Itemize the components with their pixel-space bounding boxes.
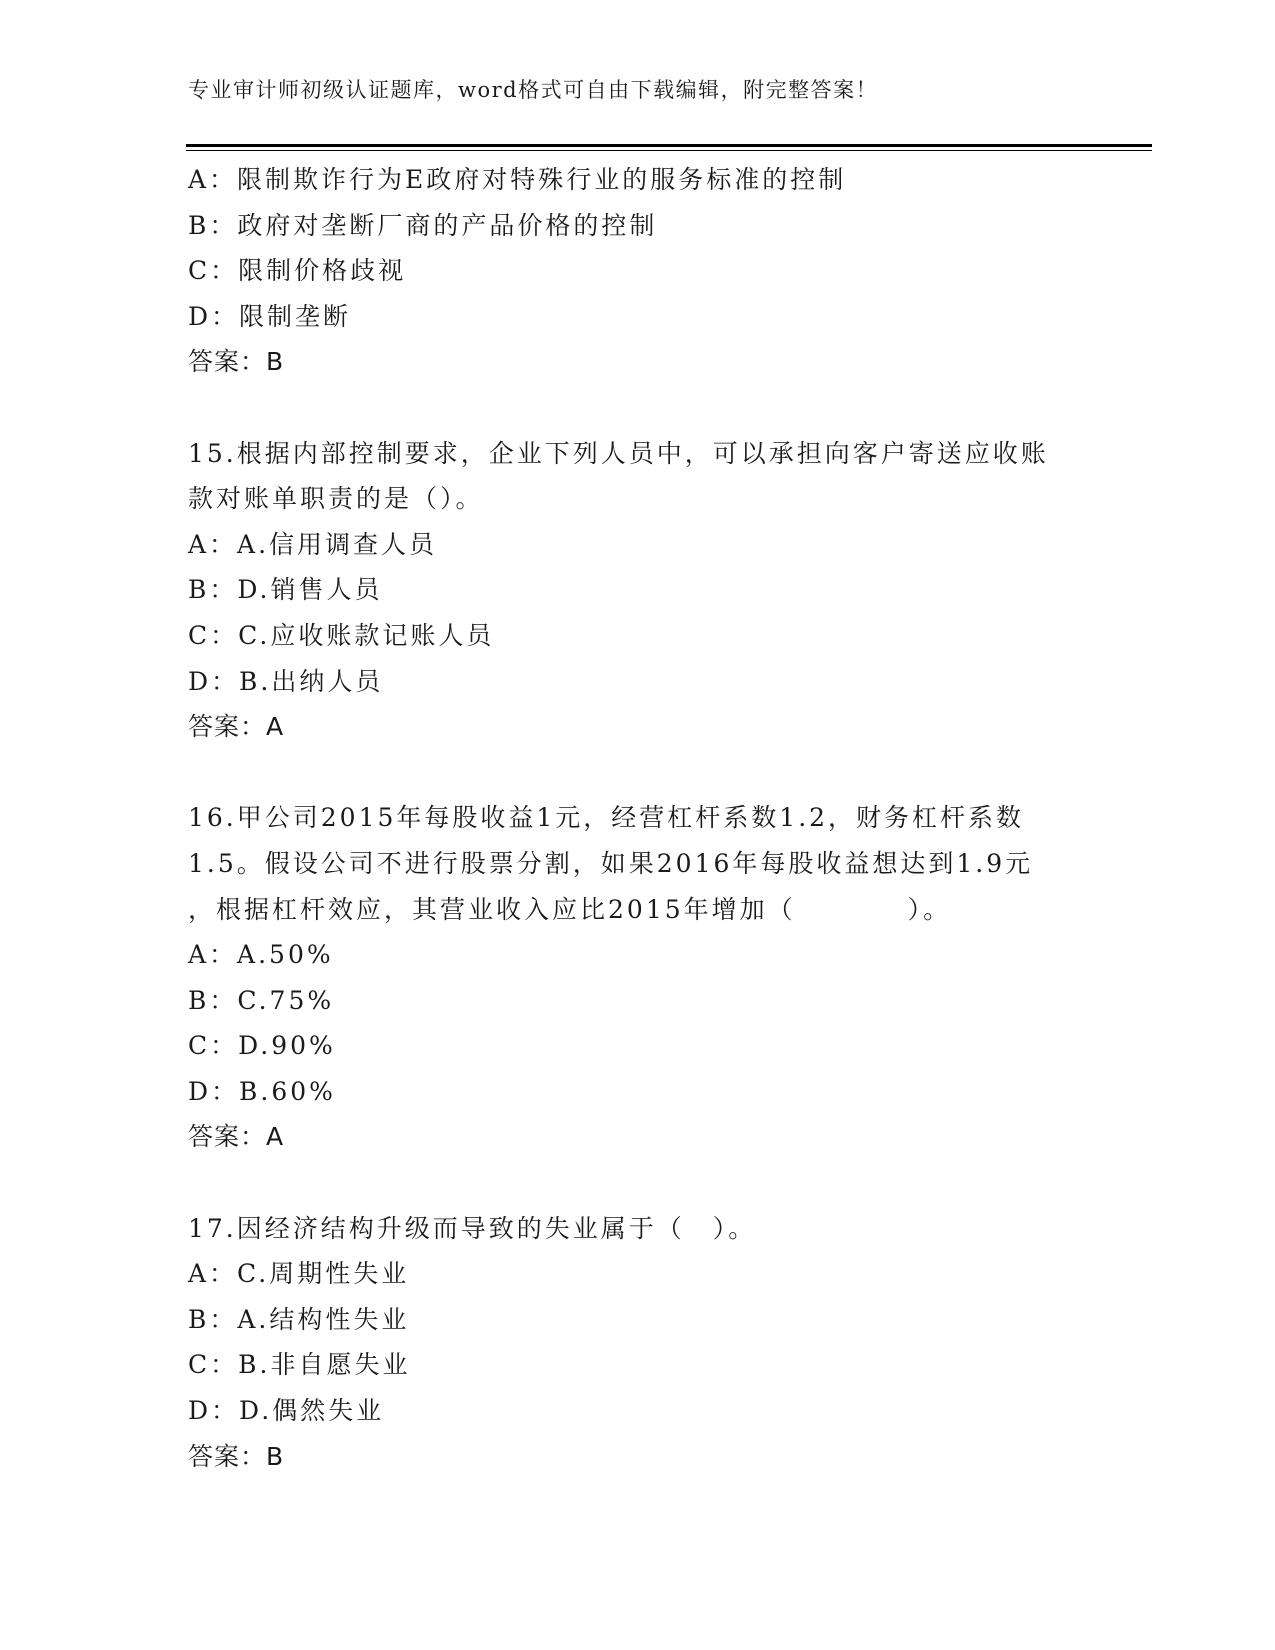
option-d: D：限制垄断 [188, 301, 352, 331]
option-b: B：A.结构性失业 [188, 1304, 410, 1334]
option-b: B：C.75% [188, 985, 335, 1015]
option-b: B：D.销售人员 [188, 575, 383, 605]
question-content [188, 157, 1148, 1479]
question-16-block [188, 795, 1148, 1160]
answer-line: 答案：B [188, 1441, 285, 1471]
header-rule-thick [186, 144, 1152, 147]
question-stem: 17.因经济结构升级而导致的失业属于（ ）。 [188, 1213, 757, 1243]
option-c: C：D.90% [188, 1031, 336, 1061]
option-b: B：政府对垄断厂商的产品价格的控制 [188, 210, 658, 240]
question-stem: ，根据杠杆效应，其营业收入应比2015年增加（ ）。 [188, 894, 952, 924]
question-15-block [188, 431, 1148, 750]
question-stem: 1.5。假设公司不进行股票分割，如果2016年每股收益想达到1.9元 [188, 848, 1034, 878]
option-c: C：限制价格歧视 [188, 256, 407, 286]
question-stem: 款对账单职责的是（）。 [188, 484, 484, 514]
spacer [188, 750, 1148, 796]
option-c: C：B.非自愿失业 [188, 1350, 411, 1380]
option-d: D：B.出纳人员 [188, 666, 384, 696]
option-a: A：A.信用调查人员 [188, 529, 438, 559]
question-stem: 15.根据内部控制要求，企业下列人员中，可以承担向客户寄送应收账 [188, 438, 1049, 468]
question-stem: 16.甲公司2015年每股收益1元，经营杠杆系数1.2，财务杠杆系数 [188, 803, 1025, 833]
option-c: C：C.应收账款记账人员 [188, 620, 495, 650]
option-a: A：限制欺诈行为E政府对特殊行业的服务标准的控制 [188, 165, 847, 194]
answer-line: 答案：A [188, 712, 285, 742]
option-d: D：B.60% [188, 1076, 336, 1106]
question-14-block [188, 157, 1148, 385]
option-d: D：D.偶然失业 [188, 1396, 385, 1426]
option-a: A：C.周期性失业 [188, 1259, 410, 1289]
answer-line: 答案：B [188, 347, 285, 377]
question-17-block [188, 1206, 1148, 1480]
header-rule-thin [186, 150, 1152, 151]
page-header: 专业审计师初级认证题库，word格式可自由下载编辑，附完整答案！ [188, 78, 879, 102]
option-a: A：A.50% [188, 940, 334, 970]
spacer [188, 1160, 1148, 1206]
spacer [188, 385, 1148, 431]
answer-line: 答案：A [188, 1122, 285, 1152]
